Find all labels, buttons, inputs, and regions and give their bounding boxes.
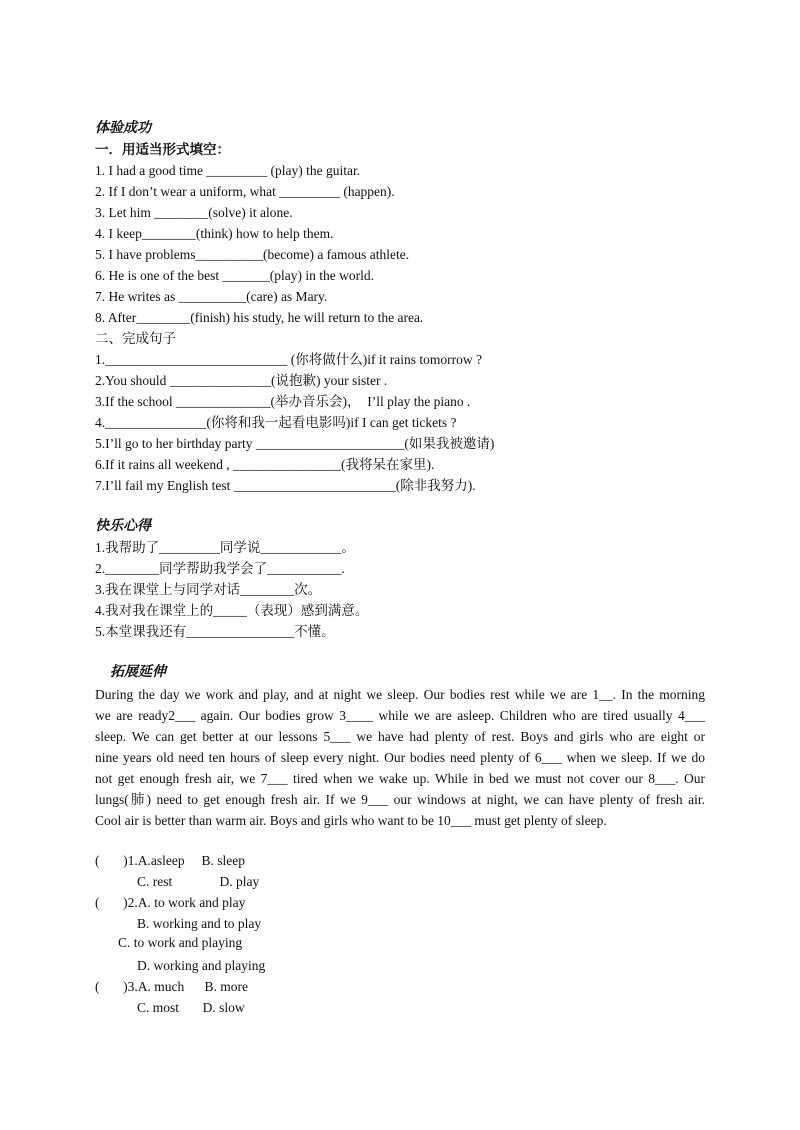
question-2-option-b: B. working and to play	[137, 916, 262, 931]
section-title-happy-notes: 快乐心得	[95, 519, 151, 534]
fill-item-6: 6. He is one of the best _______(play) in the world.	[95, 268, 374, 283]
question-3-stem: ( )3.A. much B. more	[95, 979, 248, 994]
question-2-option-c: C. to work and playing	[118, 935, 243, 950]
fill-item-5: 5. I have problems__________(become) a famous athlete.	[95, 247, 410, 262]
sentence-item-7: 7.I’ll fail my English test ________________________(除非我努力).	[95, 478, 476, 493]
passage-line: lungs(肺) need to get enough fresh air. If we 9___ our windows at night, we can have plenty of fresh air.	[95, 792, 705, 807]
passage-line: sleep. We can get better at our lessons 5___ we have had plenty of rest. Boys and girls who are eight or	[95, 729, 705, 744]
fill-item-7: 7. He writes as __________(care) as Mary.	[95, 289, 328, 304]
section-title-experience-success: 体验成功	[95, 121, 151, 136]
fill-item-8: 8. After________(finish) his study, he will return to the area.	[95, 310, 424, 325]
sentence-item-4: 4._______________(你将和我一起看电影吗)if I can get tickets ?	[95, 415, 457, 430]
part1-heading: 一．用适当形式填空：	[95, 142, 230, 157]
question-1-stem: ( )1.A.asleep B. sleep	[95, 853, 245, 868]
sentence-item-5: 5.I’ll go to her birthday party ______________________(如果我被邀请)	[95, 436, 495, 451]
part2-heading: 二、完成句子	[95, 331, 176, 346]
notes-item-1: 1.我帮助了_________同学说____________。	[95, 540, 355, 555]
sentence-item-3: 3.If the school ______________(举办音乐会)， I’ll play the piano .	[95, 394, 471, 409]
fill-item-2: 2. If I don’t wear a uniform, what _________ (happen).	[95, 184, 395, 199]
notes-item-5: 5.本堂课我还有________________不懂。	[95, 624, 335, 639]
question-1-options: C. rest D. play	[137, 874, 260, 889]
notes-item-3: 3.我在课堂上与同学对话________次。	[95, 582, 322, 597]
fill-item-1: 1. I had a good time _________ (play) the guitar.	[95, 163, 361, 178]
passage-line: During the day we work and play, and at night we sleep. Our bodies rest while we are 1__. In the morning	[95, 687, 705, 702]
fill-item-4: 4. I keep________(think) how to help them.	[95, 226, 334, 241]
section-title-extension: 拓展延伸	[110, 665, 166, 680]
notes-item-2: 2.________同学帮助我学会了___________.	[95, 561, 345, 576]
passage-line: nine years old need ten hours of sleep every night. Our bodies need plenty of 6___ when we sleep. If we do	[95, 750, 705, 765]
notes-item-4: 4.我对我在课堂上的_____（表现）感到满意。	[95, 603, 369, 618]
passage-line: Cool air is better than warm air. Boys and girls who want to be 10___ must get plenty of sleep.	[95, 813, 607, 828]
sentence-item-2: 2.You should _______________(说抱歉) your sister .	[95, 373, 388, 388]
cloze-passage	[95, 684, 705, 831]
question-2-option-d: D. working and playing	[137, 958, 266, 973]
fill-item-3: 3. Let him ________(solve) it alone.	[95, 205, 293, 220]
question-2-stem: ( )2.A. to work and play	[95, 895, 246, 910]
sentence-item-6: 6.If it rains all weekend , ________________(我将呆在家里).	[95, 457, 435, 472]
passage-line: not get enough fresh air, we 7___ tired when we wake up. While in bed we must not cover our 8___. Our	[95, 771, 705, 786]
passage-line: we are ready2___ again. Our bodies grow 3____ while we are asleep. Children who are tired usually 4___	[95, 708, 705, 723]
question-3-options: C. most D. slow	[137, 1000, 245, 1015]
sentence-item-1: 1.___________________________ (你将做什么)if it rains tomorrow ?	[95, 352, 482, 367]
